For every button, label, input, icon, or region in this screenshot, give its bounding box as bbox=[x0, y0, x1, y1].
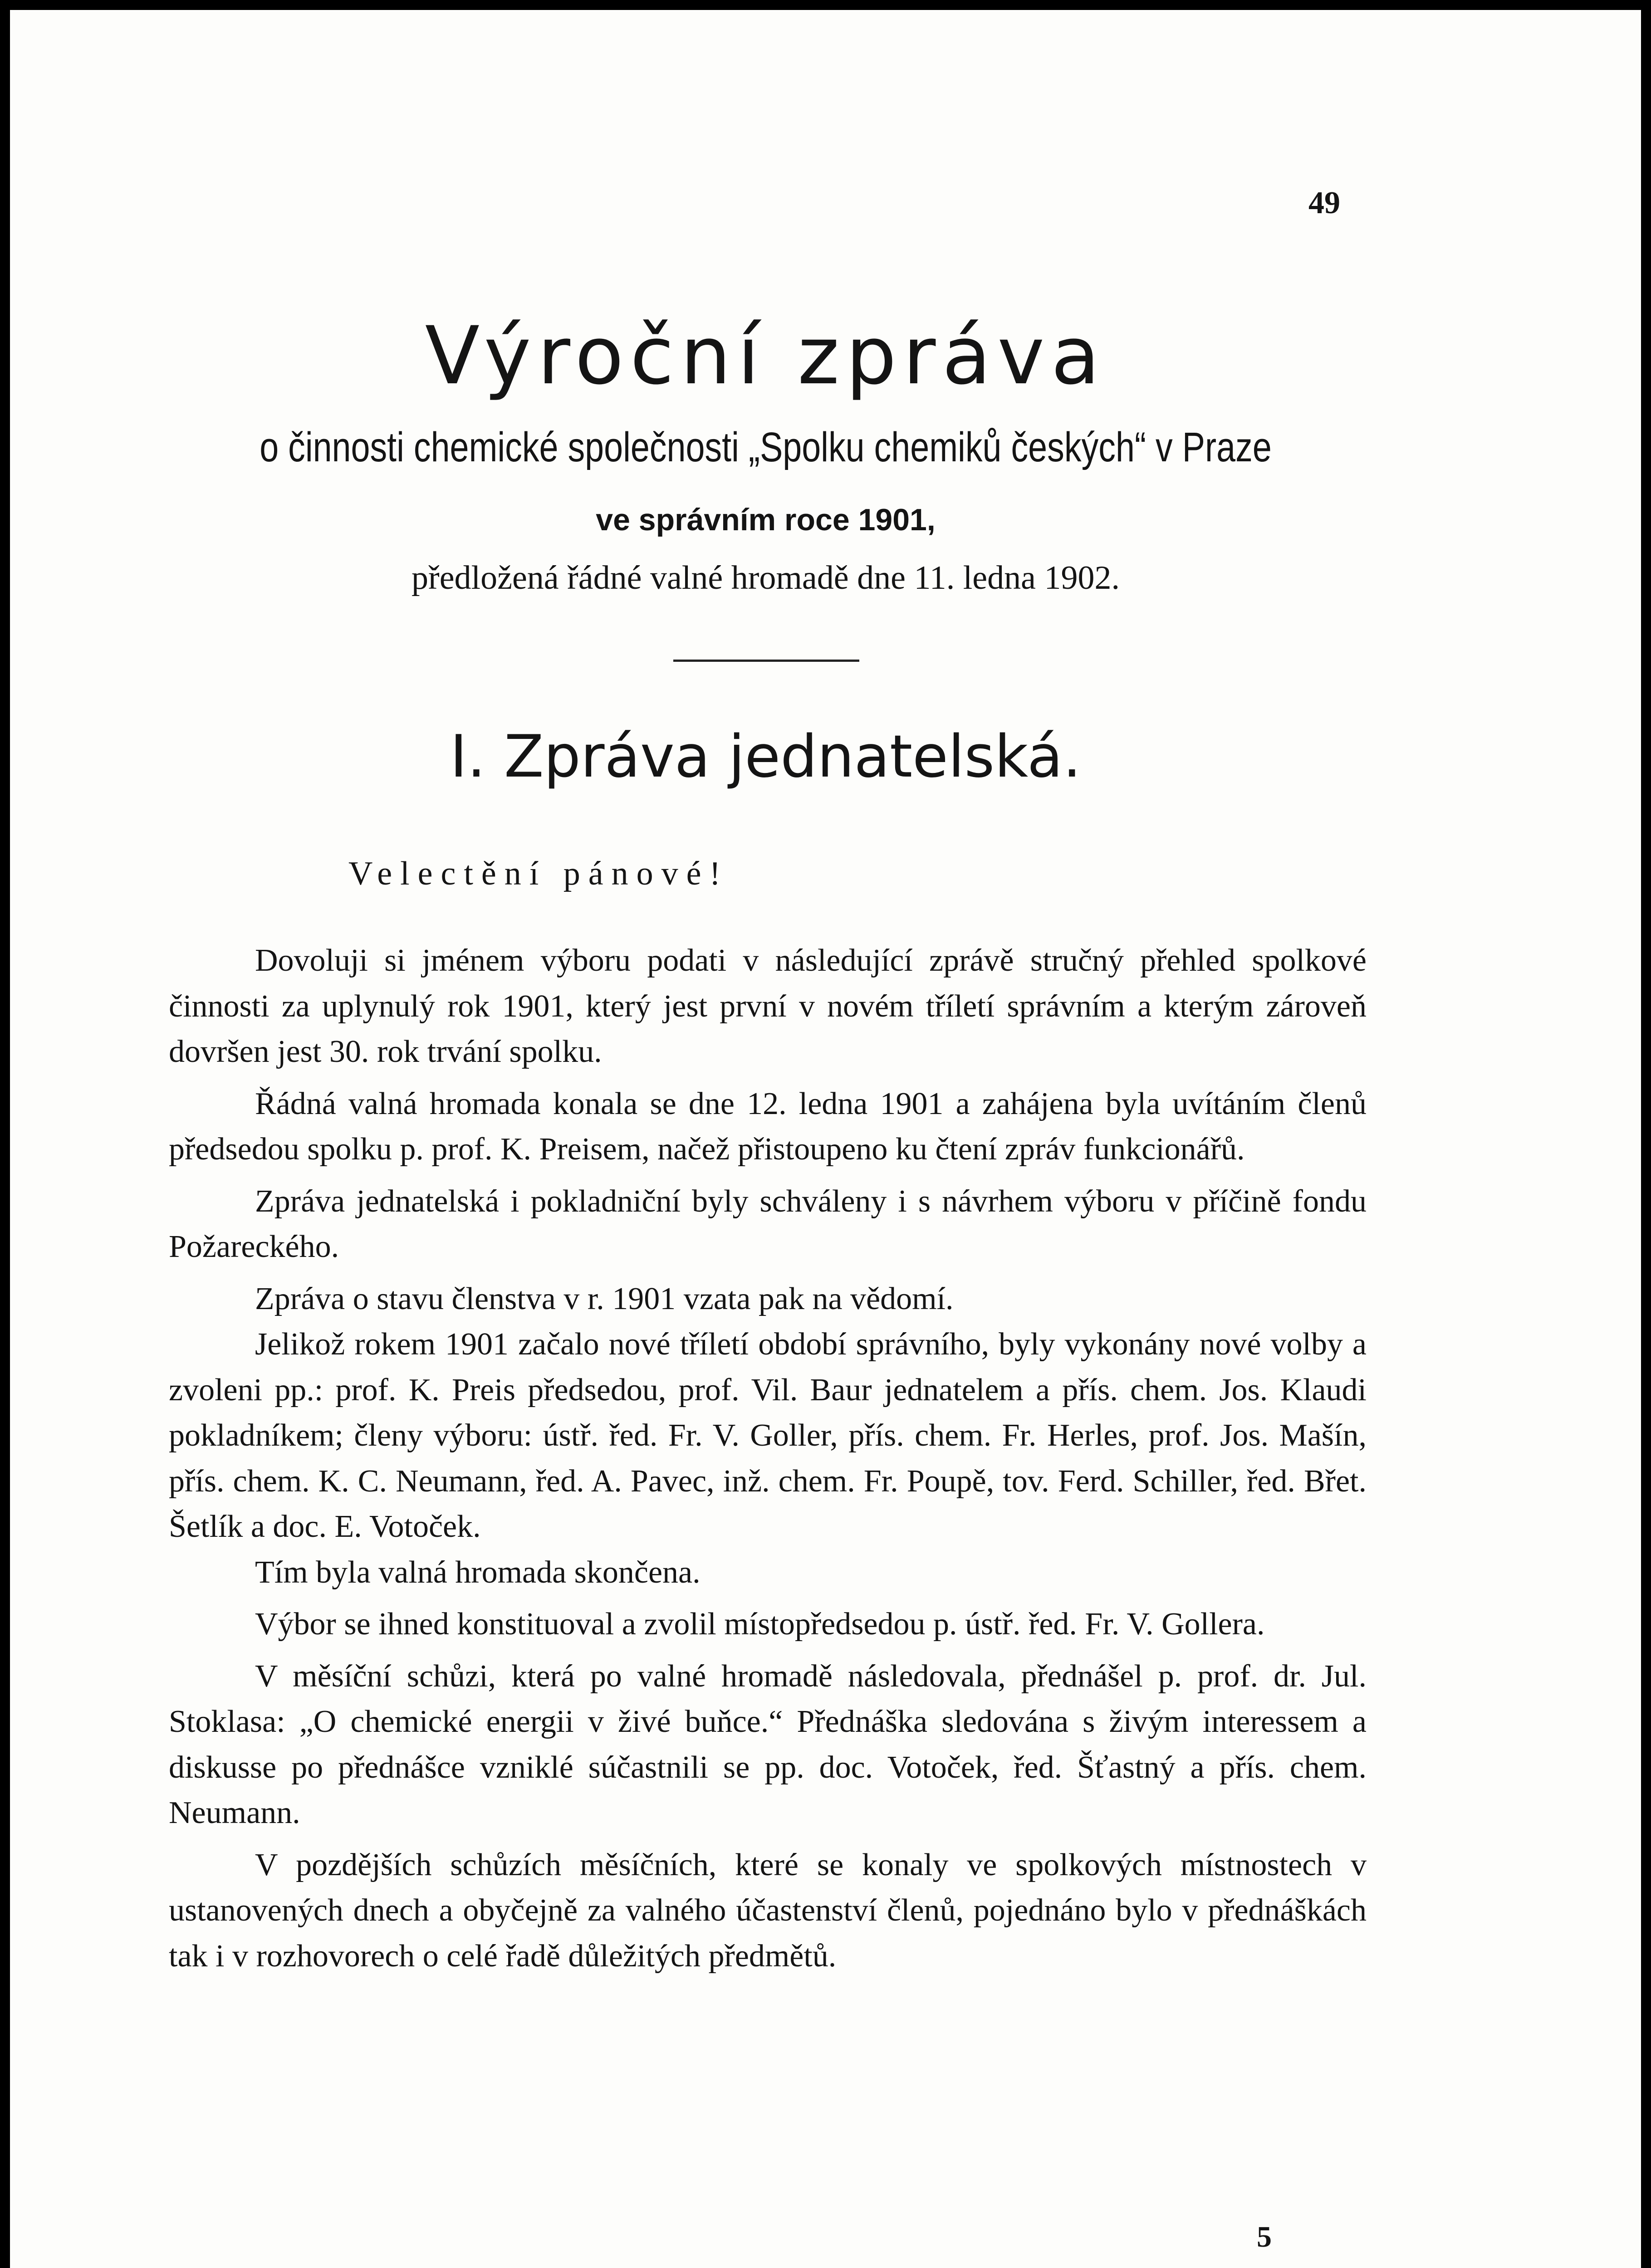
presented-line: předložená řádné valné hromadě dne 11. ledna 1902. bbox=[412, 559, 1120, 596]
paragraph: Zpráva jednatelská i pokladniční byly schváleny i s návrhem výboru v příčině fondu Požareckého. bbox=[169, 1183, 1367, 1264]
page-title: Výroční zpráva bbox=[425, 309, 1107, 402]
page-number: 49 bbox=[1308, 186, 1340, 220]
divider-rule bbox=[673, 660, 859, 662]
paragraph: Jelikož rokem 1901 začalo nové tříletí období správního, byly vykonány nové volby a zvoleni pp.: prof. K. Preis předsedou, prof. Vil. Baur jednatelem a přís. chem. Jos. Klaudi pokladníkem; členy výboru: ústř. řed. Fr. V. Goller, přís. chem. Fr. Herles, prof. Jos. Mašín, přís. chem. K. C. Neumann, řed. A. Pavec, inž. chem. Fr. Poupě, tov. Ferd. Schiller, řed. Břet. Šetlík a doc. E. Votoček. bbox=[169, 1327, 1367, 1544]
body-text bbox=[169, 938, 1367, 1979]
paragraph: V měsíční schůzi, která po valné hromadě následovala, přednášel p. prof. dr. Jul. Stoklasa: „O chemické energii v živé buňce.“ Přednáška sledována s živým interessem a diskusse po přednášce vzniklé súčastnili se pp. doc. Votoček, řed. Šťastný a přís. chem. Neumann. bbox=[169, 1658, 1367, 1830]
paragraph: V pozdějších schůzích měsíčních, které se konaly ve spolkových místnostech v ustanovených dnech a obyčejně za valného účastenství členů, pojednáno bylo v přednáškách tak i v rozhovorech o celé řadě důležitých předmětů. bbox=[169, 1847, 1367, 1974]
paragraph: Výbor se ihned konstituoval a zvolil místopředsedou p. ústř. řed. Fr. V. Gollera. bbox=[255, 1607, 1265, 1642]
year-line: ve správním roce 1901, bbox=[596, 503, 936, 537]
salutation: Velectění pánové! bbox=[348, 855, 729, 892]
subtitle: o činnosti chemické společnosti „Spolku chemiků českých“ v Praze bbox=[260, 424, 1272, 470]
paragraph: Tím byla valná hromada skončena. bbox=[255, 1554, 701, 1590]
paragraph: Zpráva o stavu členstva v r. 1901 vzata pak na vědomí. bbox=[255, 1281, 954, 1316]
scanned-page bbox=[10, 10, 1641, 2268]
section-heading: I. Zpráva jednatelská. bbox=[450, 723, 1082, 791]
paragraph: Dovoluji si jménem výboru podati v následující zprávě stručný přehled spolkové činnosti za uplynulý rok 1901, který jest první v novém tříletí správním a kterým zároveň dovršen jest 30. rok trvání spolku. bbox=[169, 943, 1367, 1069]
paragraph: Řádná valná hromada konala se dne 12. ledna 1901 a zahájena byla uvítáním členů předsedou spolku p. prof. K. Preisem, načež přistoupeno ku čtení zpráv funkcionářů. bbox=[169, 1086, 1367, 1167]
signature-mark: 5 bbox=[1257, 2220, 1272, 2253]
